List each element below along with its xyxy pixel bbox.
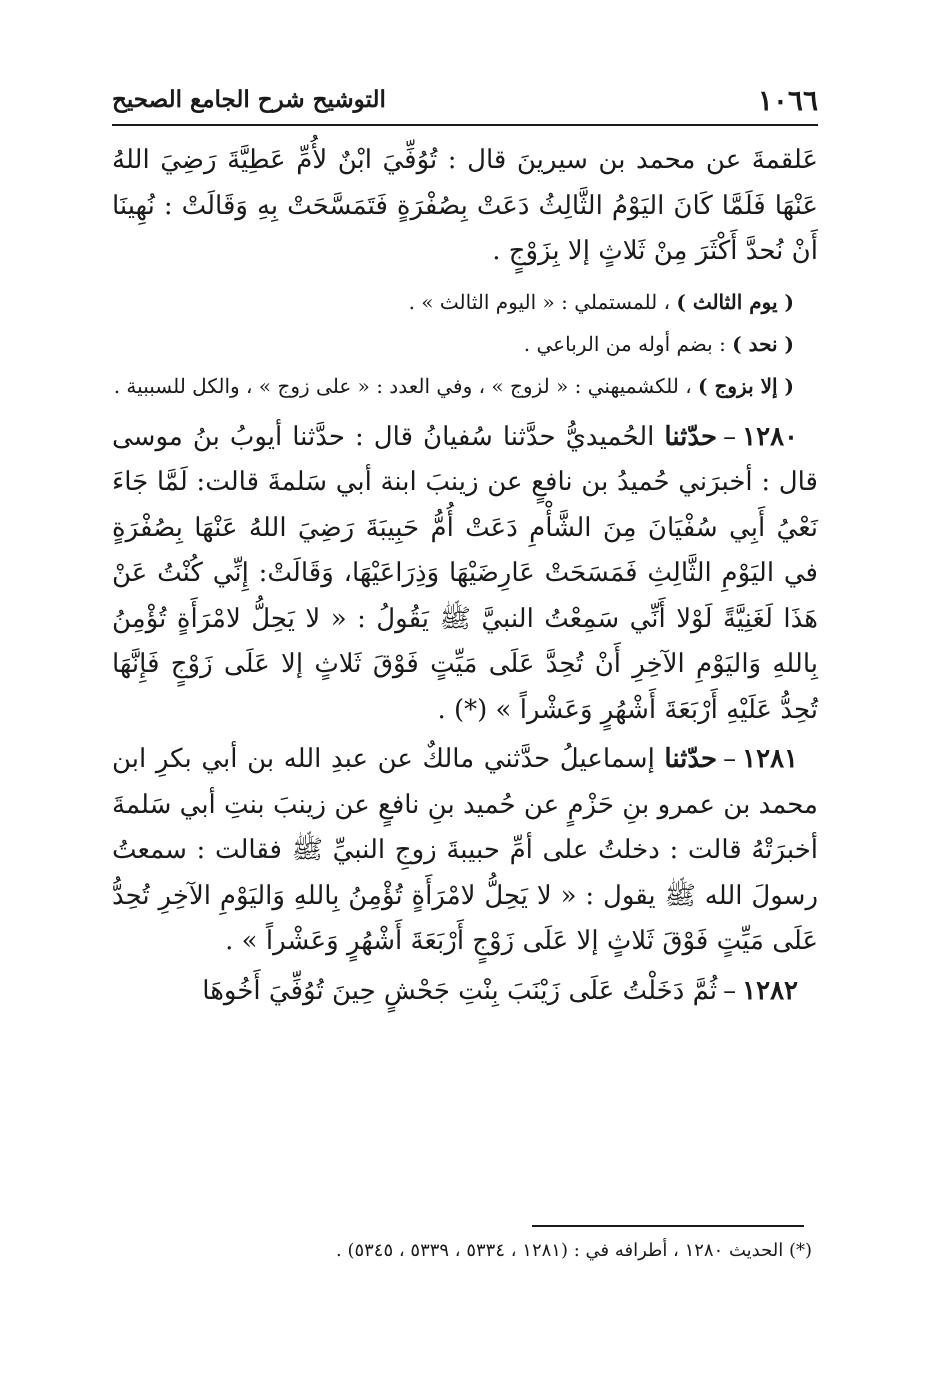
- note-text: ، للمستملي : « اليوم الثالث » .: [408, 289, 677, 314]
- hadith-dash: –: [723, 421, 737, 452]
- note-paragraph: [112, 287, 794, 317]
- footnote: (*) الحديث ١٢٨٠ ، أطرافه في : (١٢٨١ ، ٥٣٣٤ ، ٥٣٣٩ ، ٥٣٤٥) .: [336, 1240, 812, 1261]
- intro-paragraph: عَلقمةَ عن محمد بن سيرينَ قال : تُوُفِّيَ ابْنٌ لأُمِّ عَطِيَّةَ رَضِيَ اللهُ عَنْهَا فَلَمَّا كَانَ اليَوْمُ الثَّالِثُ دَعَتْ بِصُفْرَةٍ فَتَمَسَّحَتْ بِهِ وَقَالَتْ : نُهِينَا أَنْ نُحدَّ أَكْثَرَ مِنْ ثَلاثٍ إلا بِزَوْجٍ .: [112, 145, 818, 266]
- hadith-text: إسماعيلُ حدَّثني مالكٌ عن عبدِ الله بن أبي بكرِ ابن محمد بن عمرو بنِ حَزْمٍ عن حُميد بنِ نافعٍ عن زينبَ بنتِ أبي سَلمةَ أخبرَتْهُ قالت : دخلتُ على أمِّ حبيبةَ زوجِ النبيِّ ﷺ فقالت : سمعتُ رسولَ الله ﷺ يقول : « لا يَحِلُّ لامْرَأَةٍ تُؤْمِنُ بِاللهِ وَاليَوْمِ الآخِرِ تُحِدُّ عَلَى مَيِّتٍ فَوْقَ ثَلاثٍ إلا عَلَى زَوْجٍ أَرْبَعَةَ أَشْهُرٍ وَعَشْراً » .: [112, 744, 818, 956]
- hadith-paragraph: [112, 969, 818, 1015]
- note-keyword: ( إلا بزوج ): [698, 373, 794, 398]
- note-text: ، للكشميهني : « لزوج » ، وفي العدد : « على زوج » ، والكل للسببية .: [113, 373, 699, 398]
- hadith-text: ثُمَّ دَخَلْتُ عَلَى زَيْنَبَ بِنْتِ جَحْشٍ حِينَ تُوُفِّيَ أَخُوهَا: [202, 975, 718, 1006]
- page-header: [112, 76, 818, 122]
- footnote-rule: [532, 1225, 804, 1227]
- note-paragraph: [112, 371, 794, 401]
- commentary-notes: [112, 287, 794, 401]
- header-rule: [112, 124, 818, 126]
- hadith-opening: حدّثنا: [664, 421, 718, 452]
- note-text: : بضم أوله من الرباعي .: [523, 331, 733, 356]
- hadith-number: ١٢٨٢: [742, 975, 798, 1006]
- page-number: ١٠٦٦: [757, 84, 818, 117]
- hadith-text: الحُميديُّ حدَّثنا سُفيانُ قال : حدَّثنا أيوبُ بنُ موسى قال : أخبرَني حُميدُ بن نافعٍ عن زينبَ ابنة أبي سَلمةَ قالت: لَمَّا جَاءَ نَعْيُ أَبِي سُفْيَانَ مِنَ الشَّأْمِ دَعَتْ أُمُّ حَبِيبَةَ رَضِيَ اللهُ عَنْهَا بِصُفْرَةٍ في اليَوْمِ الثَّالِثِ فَمَسَحَتْ عَارِضَيْهَا وَذِرَاعَيْهَا، وَقَالَتْ: إِنِّي كُنْتُ عَنْ هَذَا لَغَنِيَّةً لَوْلا أَنِّي سَمِعْتُ النبيَّ ﷺ يَقُولُ : « لا يَحِلُّ لامْرَأَةٍ تُؤْمِنُ بِاللهِ وَاليَوْمِ الآخِرِ أَنْ تُحِدَّ عَلَى مَيِّتٍ فَوْقَ ثَلاثٍ إلا عَلَى زَوْجٍ فَإِنَّهَا تُحِدُّ عَلَيْهِ أَرْبَعَةَ أَشْهُرٍ وَعَشْراً » (*) .: [112, 421, 818, 725]
- hadith-paragraph: [112, 737, 818, 965]
- note-keyword: ( يوم الثالث ): [676, 289, 794, 314]
- main-text: [112, 138, 818, 1014]
- note-keyword: ( نحد ): [732, 331, 794, 356]
- hadith-number: ١٢٨٠: [742, 421, 798, 452]
- hadith-paragraph: [112, 415, 818, 734]
- note-paragraph: [112, 329, 794, 359]
- running-title: التوشيح شرح الجامع الصحيح: [112, 86, 386, 113]
- hadith-dash: –: [723, 744, 737, 774]
- hadith-number: ١٢٨١: [742, 744, 798, 774]
- hadith-dash: –: [723, 975, 737, 1006]
- hadith-opening: حدّثنا: [664, 744, 718, 774]
